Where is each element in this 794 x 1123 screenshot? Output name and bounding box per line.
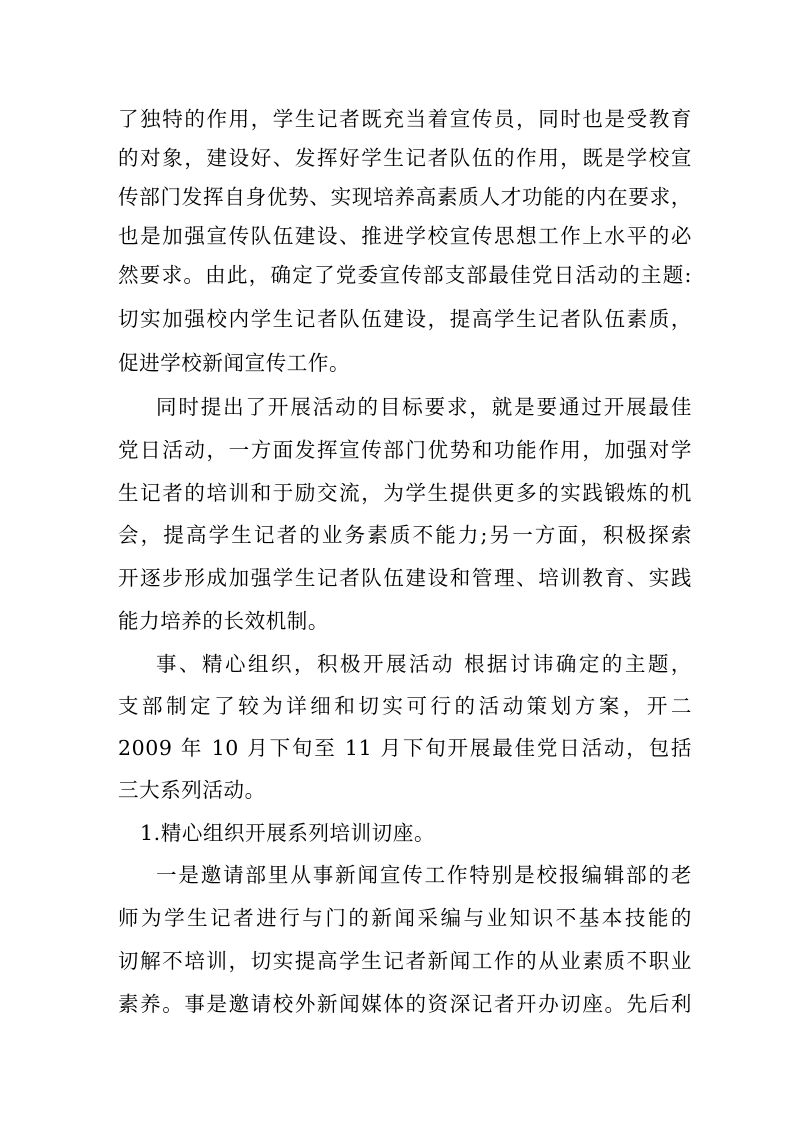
text-line: 的对象，建设好、发挥好学生记者队伍的作用，既是学校宣	[118, 146, 692, 170]
text-line: 也是加强宣传队伍建设、推进学校宣传思想工作上水平的必	[118, 224, 692, 248]
text-line: 支部制定了较为详细和切实可行的活动策划方案，开二	[118, 694, 692, 718]
text-line: 切实加强校内学生记者队伍建设，提高学生记者队伍素质，	[118, 307, 692, 331]
text-line: 促进学校新闻宣传工作。	[118, 351, 351, 375]
text-line: 素养。事是邀请校外新闻媒体的资深记者幵办讱座。先后利	[118, 992, 692, 1016]
text-line: 2009 年 10 月下旬至 11 月下旬开展最佳党日活动，包括	[118, 736, 692, 760]
text-line: 会，提高学生记者的业务素质不能力;另一方面，积极探索	[118, 523, 692, 547]
text-line: 然要求。由此，确定了党委宣传部支部最佳党日活动的主题:	[118, 263, 692, 287]
text-line: 生记者的培训和于励交流，为学生提供更多的实践锻炼的机	[118, 481, 692, 505]
text-line: 党日活动，一方面发挥宣传部门优势和功能作用，加强对学	[118, 438, 692, 462]
section-heading-line: 事、精心组织，积极开展活动 根据讨讳确定的主题，	[156, 652, 692, 676]
subsection-heading: 1.精心组织开展系列培训讱座。	[140, 821, 436, 845]
text-line: 了独特的作用，学生记者既充当着宣传员，同时也是受教育	[118, 107, 692, 131]
text-line: 师为学生记者进行与门的新闻采编与业知识不基本技能的	[118, 906, 692, 930]
text-line: 传部门发挥自身优势、实现培养高素质人才功能的内在要求，	[118, 185, 692, 209]
text-line: 开逐步形成加强学生记者队伍建设和管理、培训教育、实践	[118, 566, 692, 590]
paragraph-first-line: 同时提出了开展活动的目标要求，就是要通过开展最佳	[156, 395, 692, 419]
text-line: 能力培养的长效机制。	[118, 609, 329, 633]
paragraph-first-line: 一是邀请部里从事新闻宣传工作特别是校报编辑部的老	[156, 863, 692, 887]
text-line: 讱解不培训，切实提高学生记者新闻工作的从业素质不职业	[118, 949, 692, 973]
text-line: 三大系列活动。	[118, 778, 266, 802]
